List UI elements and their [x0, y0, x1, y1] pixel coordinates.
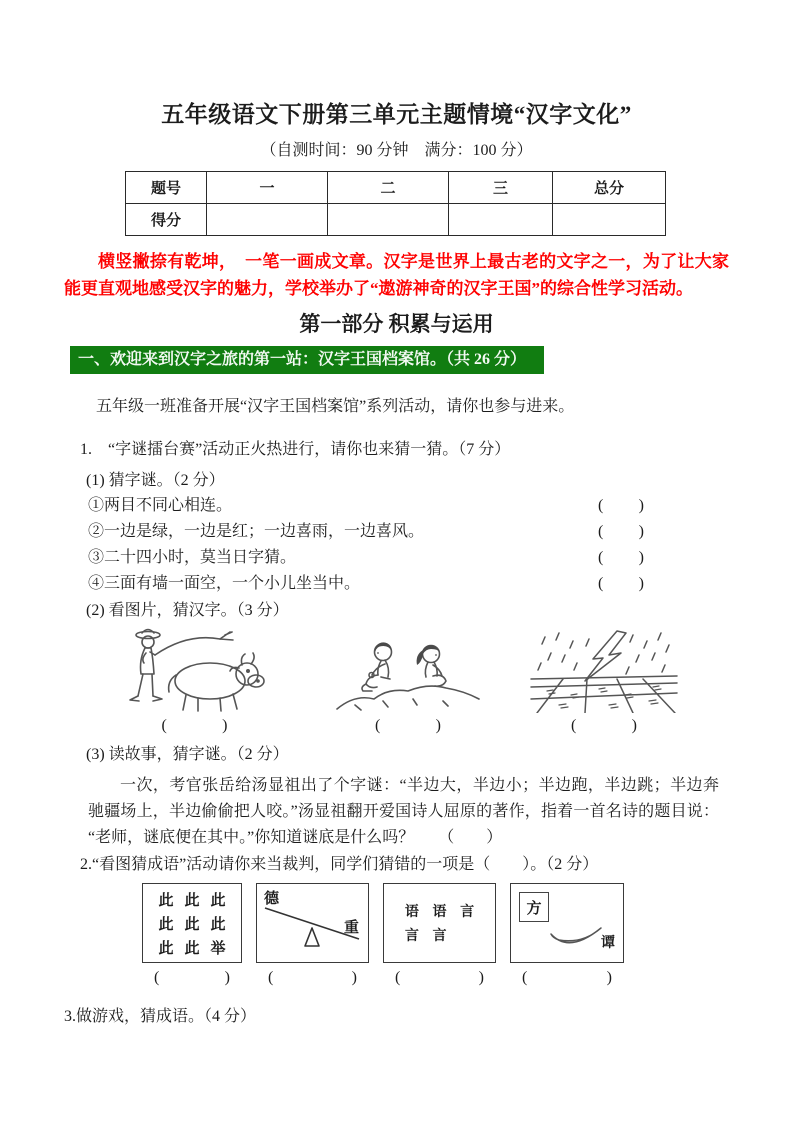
- figure-answer-blank: [375, 715, 441, 737]
- box-c-char: 语: [432, 905, 447, 920]
- box-a-char: 此: [184, 940, 200, 957]
- box-answer-blank: [383, 967, 496, 989]
- riddle-item: [88, 571, 644, 597]
- score-table: [125, 171, 666, 236]
- box-a-char: 此: [210, 892, 226, 909]
- score-header-3: 三: [449, 172, 553, 204]
- idiom-box-b: [256, 883, 369, 989]
- moon-label-char: 谭: [601, 936, 615, 951]
- box-c-char: 言: [404, 929, 419, 944]
- score-table-header-row: [126, 172, 666, 204]
- section-intro-paragraph: 五年级一班准备开展“汉字王国档案馆”系列活动，请你也参与进来。: [96, 398, 575, 415]
- box-a-char: 此: [184, 916, 200, 933]
- riddle-item: [88, 519, 644, 545]
- box-c-char: 言: [432, 929, 447, 944]
- blank-close: ): [638, 575, 644, 592]
- blank-open: (: [154, 969, 160, 986]
- blank-open: (: [375, 717, 381, 734]
- answer-blank: [598, 493, 644, 519]
- blank-close: ): [638, 549, 644, 566]
- question-1-stem: 1. “字谜擂台赛”活动正火热进行，请你也来猜一猜。（7 分）: [80, 441, 511, 458]
- storm-over-fields-illustration: [529, 625, 679, 713]
- question-2-stem: 2.“看图猜成语”活动请你来当裁判，同学们猜错的一项是（ ）。（2 分）: [80, 856, 599, 873]
- box-a-char: 举: [210, 940, 226, 957]
- idiom-box-a: [142, 883, 242, 989]
- blank-open: (: [598, 575, 604, 592]
- figure-children-sitting: [333, 625, 483, 737]
- picture-riddle-figures: [112, 625, 729, 737]
- riddle-item: [88, 493, 644, 519]
- riddle-text: ③二十四小时，莫当日字猜。: [88, 549, 297, 566]
- blank-open: (: [598, 523, 604, 540]
- blank-close: ): [631, 717, 637, 734]
- score-cell: [207, 204, 328, 236]
- notice-paragraph: 横竖撇捺有乾坤， 一笔一画成文章。汉字是世界上最古老的文字之一，为了让大家能更直观地感受汉字的魅力，学校举办了“遨游神奇的汉字王国”的综合性学习活动。: [64, 252, 729, 298]
- figure-answer-blank: [162, 715, 228, 737]
- score-cell: [328, 204, 449, 236]
- question-1-1-label: (1) 猜字谜。（2 分）: [86, 472, 225, 489]
- riddle-text: ①两目不同心相连。: [88, 497, 233, 514]
- blank-open: (: [161, 717, 167, 734]
- blank-close: ): [638, 523, 644, 540]
- section-one-banner: 一、欢迎来到汉字之旅的第一站：汉字王国档案馆。（共 26 分）: [70, 346, 544, 374]
- idiom-box-c: [383, 883, 496, 989]
- figure-answer-blank: [571, 715, 637, 737]
- box-c-char: 语: [404, 905, 419, 920]
- box-a-char: 此: [158, 892, 174, 909]
- page-title: 五年级语文下册第三单元主题情境“汉字文化”: [161, 102, 632, 127]
- figure-storm-over-fields: [529, 625, 679, 737]
- score-row-label: 得分: [126, 204, 207, 236]
- score-header-2: 二: [328, 172, 449, 204]
- answer-blank: [598, 519, 644, 545]
- box-answer-blank: [510, 967, 624, 989]
- riddle-text: ④三面有墙一面空，一个小儿坐当中。: [88, 575, 361, 592]
- score-header-1: 一: [207, 172, 328, 204]
- seesaw-right-char: 重: [343, 920, 359, 936]
- question-3-stem: 3.做游戏，猜成语。（4 分）: [64, 1008, 257, 1025]
- part-one-heading: 第一部分 积累与运用: [299, 312, 494, 336]
- herdsman-and-ox-illustration: [112, 625, 277, 713]
- blank-close: ): [478, 969, 484, 986]
- idiom-box-d-moon: [510, 883, 624, 963]
- idiom-box-a-grid: [142, 883, 242, 963]
- box-a-char: 此: [158, 916, 174, 933]
- idiom-box-c-grid: [383, 883, 496, 963]
- idiom-box-b-seesaw: [256, 883, 369, 963]
- score-header-total: 总分: [553, 172, 666, 204]
- blank-open: (: [598, 497, 604, 514]
- exam-info: （自测时间：90 分钟 满分：100 分）: [260, 142, 533, 159]
- blank-open: (: [268, 969, 274, 986]
- score-cell: [449, 204, 553, 236]
- blank-close: ): [606, 969, 612, 986]
- question-1-3-label: (3) 读故事，猜字谜。（2 分）: [86, 746, 289, 763]
- blank-open: (: [598, 549, 604, 566]
- blank-close: ): [638, 497, 644, 514]
- score-header-qn: 题号: [126, 172, 207, 204]
- square-char: 方: [526, 900, 542, 917]
- blank-open: (: [571, 717, 577, 734]
- box-c-char: 言: [460, 905, 475, 920]
- box-answer-blank: [142, 967, 242, 989]
- blank-close: ): [435, 717, 441, 734]
- seesaw-left-char: 德: [264, 891, 280, 907]
- question-1-2-label: (2) 看图片，猜汉字。（3 分）: [86, 602, 289, 619]
- box-answer-blank: [256, 967, 369, 989]
- children-sitting-illustration: [333, 625, 483, 713]
- answer-blank: [598, 545, 644, 571]
- idiom-picture-boxes: [142, 883, 729, 989]
- blank-open: (: [395, 969, 401, 986]
- figure-herdsman-and-ox: [112, 625, 277, 737]
- blank-close: ): [224, 969, 230, 986]
- blank-close: ): [351, 969, 357, 986]
- idiom-box-d: [510, 883, 624, 989]
- score-table-score-row: [126, 204, 666, 236]
- square-frame: [519, 892, 549, 922]
- riddle-text: ②一边是绿，一边是红；一边喜雨，一边喜风。: [88, 523, 425, 540]
- box-a-char: 此: [210, 916, 226, 933]
- answer-blank: [598, 571, 644, 597]
- blank-close: ): [222, 717, 228, 734]
- crescent-moon-icon: [547, 920, 609, 954]
- score-cell: [553, 204, 666, 236]
- blank-open: (: [522, 969, 528, 986]
- box-a-char: 此: [158, 940, 174, 957]
- story-paragraph: 一次，考官张岳给汤显祖出了个字谜：“半边大，半边小；半边跑，半边跳；半边奔驰疆场上，半边偷偷把人咬。”汤显祖翻开爱国诗人屈原的著作，指着一首名诗的题目说：“老师，谜底便在其中。”你知道谜底是什么吗？ （ ）: [88, 777, 719, 846]
- box-a-char: 此: [184, 892, 200, 909]
- riddle-item: [88, 545, 644, 571]
